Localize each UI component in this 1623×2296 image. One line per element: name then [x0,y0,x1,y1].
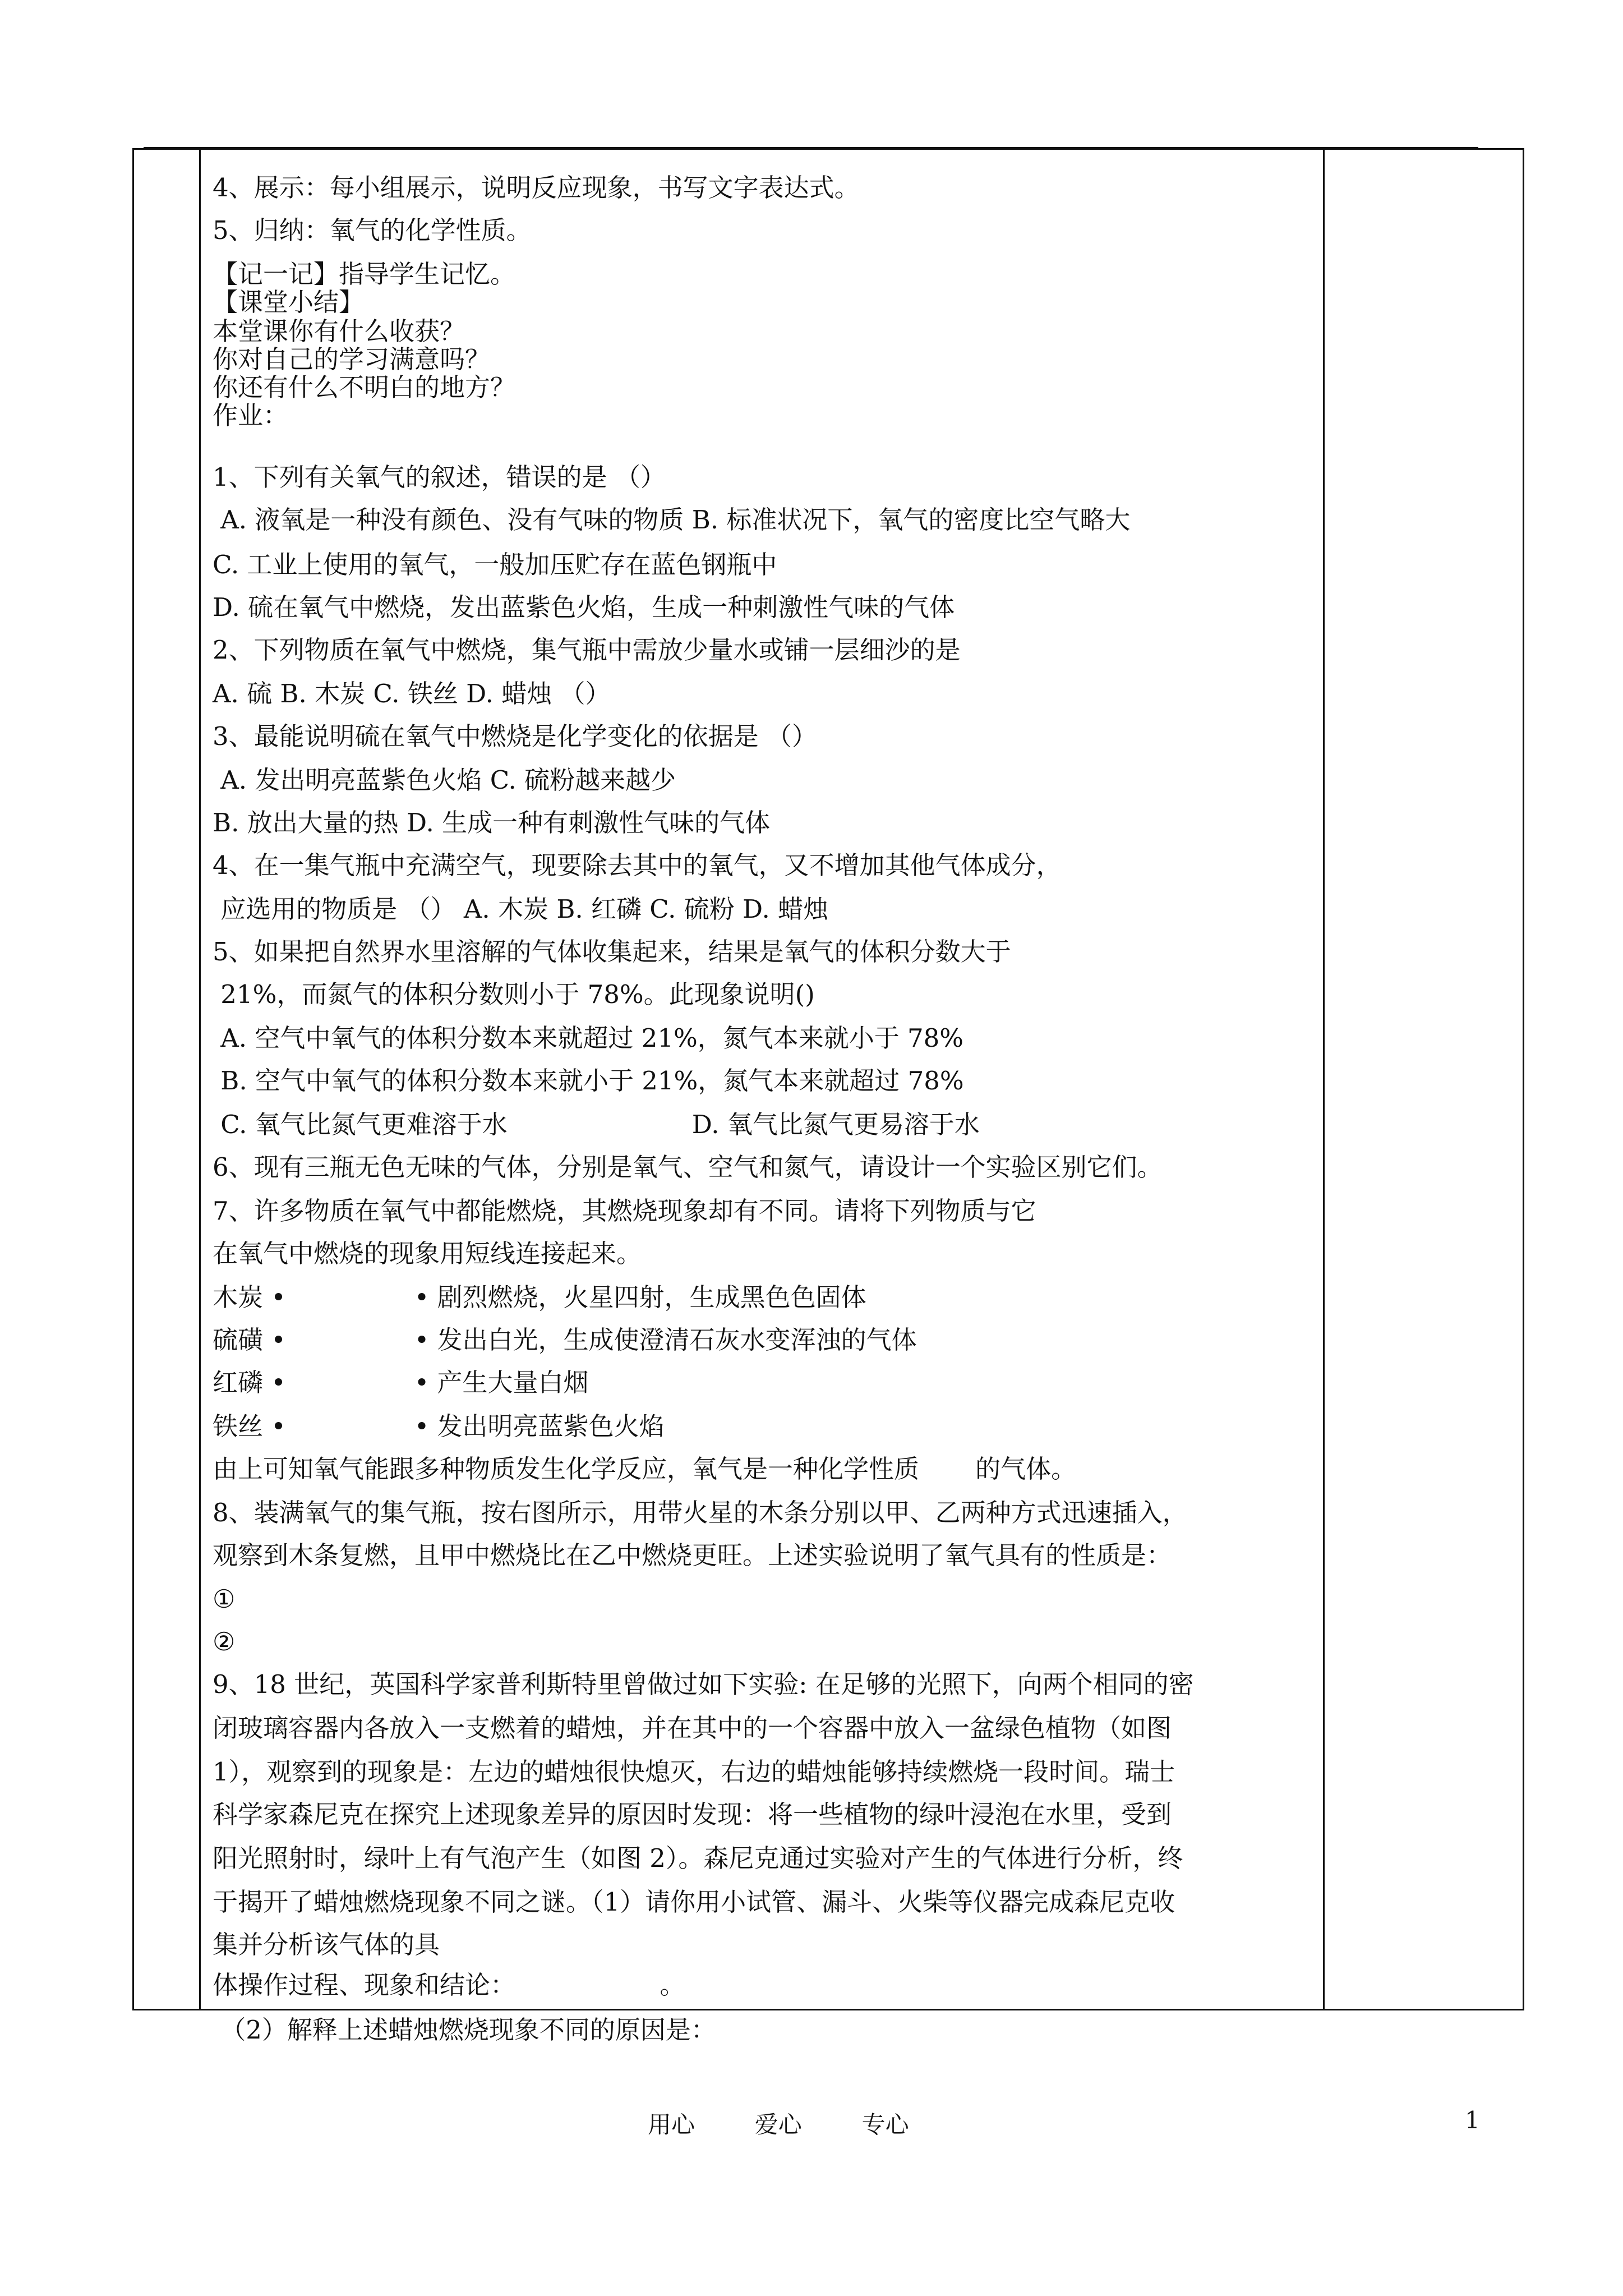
text-line: B. 放出大量的热 D. 生成一种有刺激性气味的气体 [213,808,771,838]
text-line: 体操作过程、现象和结论： 。 [213,1970,685,2000]
text-line: 在氧气中燃烧的现象用短线连接起来。 [213,1239,642,1268]
text-line: A. 硫 B. 木炭 C. 铁丝 D. 蜡烛 （） [213,679,611,708]
text-line: B. 空气中氧气的体积分数本来就小于 21%，氮气本来就超过 78% [213,1066,964,1096]
page-number: 1 [1465,2106,1480,2134]
text-line: 21%，而氮气的体积分数则小于 78%。此现象说明() [213,979,815,1009]
text-line: D. 硫在氧气中燃烧，发出蓝紫色火焰，生成一种刺激性气味的气体 [213,592,955,622]
right-column-divider [1323,150,1325,2009]
text-line: 本堂课你有什么收获？ [213,316,465,346]
left-column-divider [199,150,201,2009]
text-line: 2、下列物质在氧气中燃烧，集气瓶中需放少量水或铺一层细沙的是 [213,635,961,665]
text-line: 木炭 • • 剧烈燃烧，火星四射，生成黑色色固体 [213,1282,866,1312]
text-line: 作业： [213,401,289,430]
text-line: 9、18 世纪，英国科学家普利斯特里曾做过如下实验: 在足够的光照下，向两个相同的密 [213,1669,1194,1699]
lesson-table [132,148,1524,2045]
text-line: 5、归纳：氧气的化学性质。 [213,215,532,245]
text-line: 5、如果把自然界水里溶解的气体收集起来，结果是氧气的体积分数大于 [213,937,1011,967]
text-line: 8、装满氧气的集气瓶，按右图所示，用带火星的木条分别以甲、乙两种方式迅速插入， [213,1498,1188,1527]
text-line: 科学家森尼克在探究上述现象差异的原因时发现：将一些植物的绿叶浸泡在水里，受到 [213,1800,1172,1829]
text-line: A. 空气中氧气的体积分数本来就超过 21%，氮气本来就小于 78% [213,1023,964,1053]
text-line: 红磷 • • 产生大量白烟 [213,1368,589,1397]
text-line: 铁丝 • • 发出明亮蓝紫色火焰 [213,1411,665,1441]
text-line: 1、下列有关氧气的叙述，错误的是 （） [213,462,666,492]
text-line: 由上可知氧气能跟多种物质发生化学反应，氧气是一种化学性质 的气体。 [213,1454,1077,1484]
text-line: 4、展示：每小组展示，说明反应现象，书写文字表达式。 [213,173,860,203]
text-line: 【课堂小结】 [213,287,365,317]
text-line: 应选用的物质是 （） A. 木炭 B. 红磷 C. 硫粉 D. 蜡烛 [213,894,829,924]
text-line: 【记一记】指导学生记忆。 [213,259,516,289]
text-line: 4、在一集气瓶中充满空气，现要除去其中的氧气，又不增加其他气体成分， [213,850,1062,880]
text-line: ② [213,1627,236,1657]
text-line: 集并分析该气体的具 [213,1930,440,1959]
text-line: 你对自己的学习满意吗？ [213,344,491,374]
text-line: 于揭开了蜡烛燃烧现象不同之谜。（1）请你用小试管、漏斗、火柴等仪器完成森尼克收 [213,1887,1175,1917]
text-line: C. 工业上使用的氧气，一般加压贮存在蓝色钢瓶中 [213,550,777,579]
text-line: A. 发出明亮蓝紫色火焰 C. 硫粉越来越少 [213,765,676,795]
text-line: （2）解释上述蜡烛燃烧现象不同的原因是： [213,2015,716,2045]
text-line: 6、现有三瓶无色无味的气体，分别是氧气、空气和氮气，请设计一个实验区别它们。 [213,1152,1163,1182]
text-line: 你还有什么不明白的地方？ [213,372,516,402]
text-line: ① [213,1584,236,1614]
footer-motto: 用心 爱心 专心 [648,2111,909,2138]
text-line: C. 氧气比氮气更难溶于水 D. 氧气比氮气更易溶于水 [213,1110,980,1139]
text-line: 阳光照射时，绿叶上有气泡产生（如图 2）。森尼克通过实验对产生的气体进行分析，终 [213,1843,1183,1873]
text-line: 7、许多物质在氧气中都能燃烧，其燃烧现象却有不同。请将下列物质与它 [213,1196,1036,1226]
text-line: A. 液氧是一种没有颜色、没有气味的物质 B. 标准状况下，氧气的密度比空气略大 [213,505,1131,535]
text-line: 观察到木条复燃，且甲中燃烧比在乙中燃烧更旺。上述实验说明了氧气具有的性质是： [213,1540,1172,1570]
text-line: 闭玻璃容器内各放入一支燃着的蜡烛，并在其中的一个容器中放入一盆绿色植物（如图 [213,1713,1172,1743]
text-line: 硫磺 • • 发出白光，生成使澄清石灰水变浑浊的气体 [213,1325,917,1355]
text-line: 1），观察到的现象是：左边的蜡烛很快熄灭，右边的蜡烛能够持续燃烧一段时间。瑞士 [213,1757,1175,1787]
text-line: 3、最能说明硫在氧气中燃烧是化学变化的依据是 （） [213,721,817,751]
